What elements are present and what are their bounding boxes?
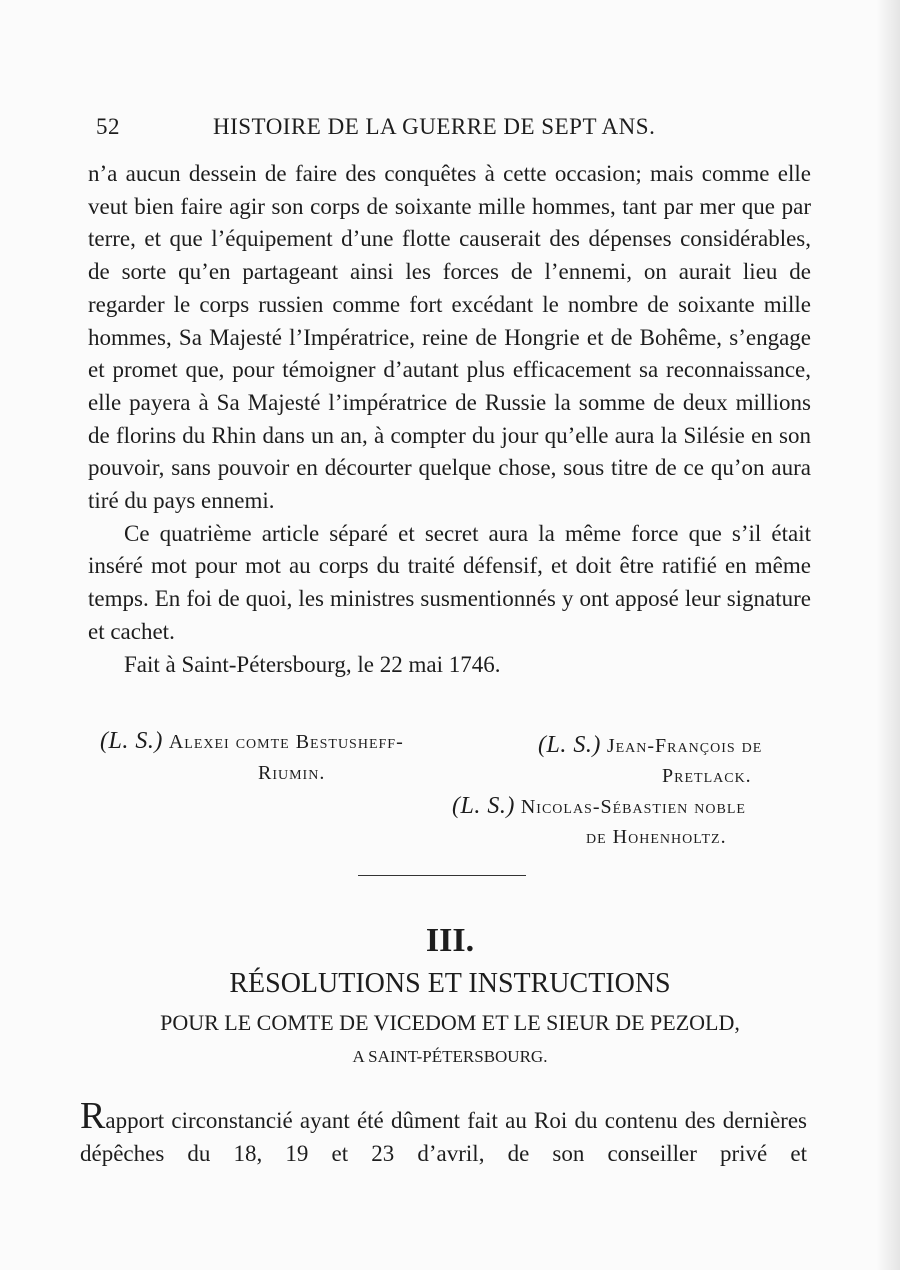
signatory-name-continued: Pretlack. [662,765,752,787]
signatory-name: Jean-François de [606,735,763,757]
paragraph-2: Ce quatrième article séparé et secret aura la même force que s’il était inséré mot pour mot au corps du traité défensif, et doit être ratifié en même temps. En foi de quoi, les ministres susmentionnés y ont apposé leur signature et cachet. [88,520,811,644]
section-number: III. [425,922,475,959]
seal-mark: (L. S.) [452,793,515,819]
section-divider [358,875,526,876]
paragraph-1: n’a aucun dessein de faire des conquêtes à cette occasion; mais comme elle veut bien faire agir son corps de soixante mille hommes, tant par mer que par terre, et que l’équipement d’une flotte causerait des dépenses considérables, de sorte qu’en partageant ainsi les forces de l’ennemi, on aurait lieu de regarder le corps russien comme fort excédant le nombre de soixante mille hommes, Sa Majesté l’Impératrice, reine de Hongrie et de Bohême, s’engage et promet que, pour témoigner d’autant plus efficacement sa reconnaissance, elle payera à Sa Majesté l’impératrice de Russie la somme de deux millions de florins du Rhin dans un an, à compter du jour qu’elle aura la Silésie en son pouvoir, sans pouvoir en décourter quelque chose, sous titre de ce qu’on aura tiré du pays ennemi. [88,161,811,514]
running-title: HISTOIRE DE LA GUERRE DE SEPT ANS. [213,114,656,139]
signatory-name: Alexei comte Bestusheff- [168,731,404,753]
signature-2 [538,732,762,759]
section-place: A SAINT-PÉTERSBOURG. [352,1047,548,1066]
section-title: RÉSOLUTIONS ET INSTRUCTIONS [229,968,671,999]
seal-mark: (L. S.) [100,728,163,754]
seal-mark: (L. S.) [538,732,601,758]
report-paragraph [80,1095,807,1170]
signature-3 [452,793,746,820]
section-subtitle: POUR LE COMTE DE VICEDOM ET LE SIEUR DE PEZOLD, [160,1010,740,1035]
report-text: apport circonstancié ayant été dûment fait au Roi du contenu des dernières dépêches du 18, 19 et 23 d’avril, de son conseiller privé et [80,1108,807,1166]
page-number: 52 [96,114,120,139]
initial-letter: R [80,1095,106,1137]
signature-1 [100,728,404,755]
dateline: Fait à Saint-Pétersbourg, le 22 mai 1746. [124,651,501,677]
signatory-name-continued: de Hohenholtz. [586,826,727,848]
signatory-name: Nicolas-Sébastien noble [520,796,746,818]
signatory-name-continued: Riumin. [258,762,326,784]
